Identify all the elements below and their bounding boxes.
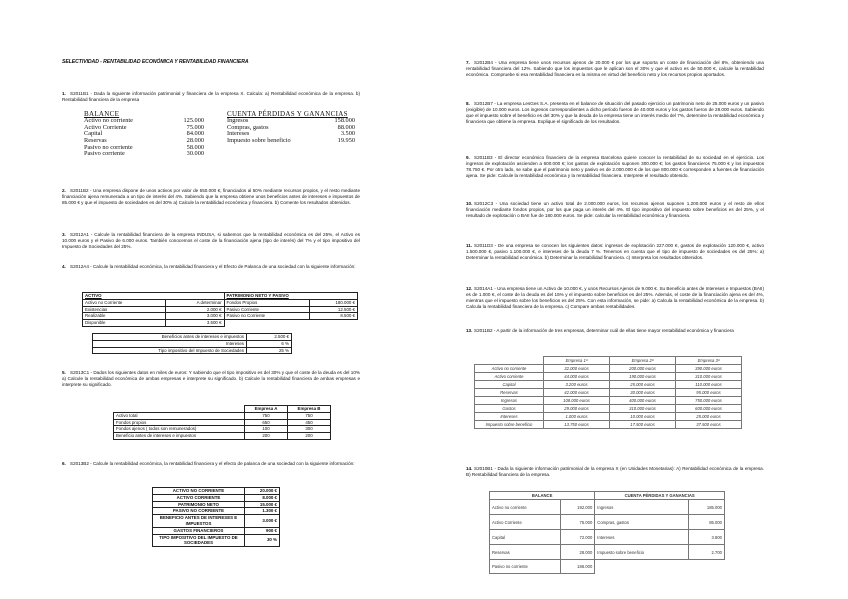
ex14-table: BALANCE CUENTA PÉRDIDAS Y GANANCIAS Activo no corriente 192.000 Ingresos 185.000 Activo Corriente 75.000 Compras, gastos 85.000 Capital 72.000 Intereses 3.800 Reservas 28.000 Impuesto sobre beneficio 2.700 Pasivo no corriente 186.000 <box>489 491 725 574</box>
ex1-balance-title: BALANCE <box>84 110 120 118</box>
table-row: Pasivo corriente 30.000 <box>84 150 204 158</box>
table-row: ACTIVO NO CORRIENTE 20.000 € <box>153 488 280 495</box>
table-row: Capital 72.000 Intereses 3.800 <box>490 530 725 545</box>
table-row: Realizable 3.000 € Pasivo no Corriente 8.500 € <box>83 313 358 320</box>
ex1-balance-table <box>84 112 204 158</box>
table-row: Beneficios antes de intereses e impuestos 2.500 € <box>93 334 292 341</box>
exercise-8: 8. S2012B7 - La empresa LesGes S.A. presenta en el balance de situación del pasado ejercicio un patrimonio neto de 25.000 euros y un pasivo (exigible) de 10.000 euros. Los ingresos correspondientes a dicho período fueron de 40.000 euros y los gastos fueron de 28.000 euros. Sabiendo que el impuesto sobre el beneficio es del 30% y que la deuda de la empresa tiene un interés medio del 7%, determine la rentabilidad económica y financiera que obtiene la empresa. Explique el significado de los resultados. <box>466 101 764 125</box>
table-row: Beneficio antes de intereses e impuestos 200 200 <box>114 433 331 440</box>
table-row: Activo total 750 750 <box>114 412 331 419</box>
ex1-results-table <box>227 112 355 145</box>
ex6-table <box>152 487 280 547</box>
table-row: Reservas 28.000 <box>84 136 204 144</box>
table-row: Activo no corriente 32.000 euros 200.000 euros 390.000 euros <box>475 365 742 373</box>
exercise-text: S2010B1 - Dada la siguiente información patrimonial de la empresa X (en Unidades Monetarias): A) Rentabilidad económica de la empresa. B) Rentabilidad financiera de la empresa. <box>466 466 764 478</box>
table-row: Gastos 29.000 euros 310.000 euros 600.000 euros <box>475 405 742 413</box>
exercise-13: 13. S2011B2 - A partir de la información de tres empresas, determinar cuál de ellas tiene mayor rentabilidad económica y financiera <box>466 328 734 333</box>
table-row: Reservas 42.000 euros 30.000 euros 95.000 euros <box>475 389 742 397</box>
exercise-1 <box>62 91 360 103</box>
table-row: PATRIMONIO NETO 15.000 € <box>153 501 280 508</box>
exercise-2: 2. S2011B2 - Una empresa dispone de unos activos por valor de 550.000 €, financiados al 50% mediante recursos propios, y el resto mediante financiación ajena remunerada a un tipo de interés del 4%. Sabiendo que la empresa obtiene unos beneficios antes de intereses e impuestos de 85.000 € y que el impuesto de sociedades es del 30% a) Calcule la rentabilidad económica y financiera. b) Comente los resultados obtenidos. <box>62 188 360 206</box>
page-header: SELECTIVIDAD - RENTABILIDAD ECONÓMICA Y RENTABILIDAD FINANCIERA <box>62 59 249 65</box>
table-row: Activo Corriente 75.000 Compras, gastos 85.000 <box>490 515 725 530</box>
table-row: Capital 3.200 euros 25.000 euros 110.000 euros <box>475 381 742 389</box>
table-row: Reservas 28.000 Impuesto sobre beneficio 2.700 <box>490 545 725 560</box>
exercise-text: S2012B4 - Una empresa tiene unos recursos ajenos de 20.000 € por los que soporta un coste de financiación del 8%, obteniendo una rentabilidad financiera del 12%. Sabiendo que los impuestos que le aplican son el 30% y que el activo es de 50.000 €, calcule la rentabilidad económica. Compruebe si esa rentabilidad financiera es la misma en virtud del beneficio neto y los recursos propios aportados. <box>466 60 764 78</box>
exercise-text: S2011B2 - Una empresa dispone de unos activos por valor de 550.000 €, financiados al 50% mediante recursos propios, y el resto mediante financiación ajena remunerada a un tipo de interés del 4%. Sabiendo que la empresa obtiene unos beneficios antes de intereses e impuestos de 85.000 € y que el impuesto de sociedades es del 30% a) Calcule la rentabilidad económica y financiera. b) Comente los resultados obtenidos. <box>62 188 360 206</box>
table-row: Capital 84.000 <box>84 130 204 138</box>
ex13-table: Empresa 1ª Empresa 2ª Empresa 3ª Activo no corriente 32.000 euros 200.000 euros 390.000 euros Activo corriente 44.000 euros 190.000 euros 310.000 euros Capital 3.200 euros 25.000 euros 110.000 euros Reservas 42.000 euros 30.000 euros 95.000 euros Ingresos 108.000 euros 400.000 euros 750.000 euros Gastos 29.000 euros 310.000 euros 600.000 euros Intereses 1.000 euros 10.000 euros 25.000 euros Impuesto sobre beneficio 13.750 euros 17.500 euros 37.500 euros <box>474 356 742 429</box>
exercise-5: 5. S2013C1 - Dados los siguientes datos en miles de euros: Y sabiendo que el tipo impositivo es del 30% y que el coste de la deuda es del 10% a) Calcule la rentabilidad económica de ambas empresas e interprete su significado. b) Calcule la rentabilidad financiera de ambas empresas e interprete su significado. <box>62 370 360 388</box>
exercise-text: S2013B2 - Calcule la rentabilidad económica, la rentabilidad financiera y el efecto de palanca de una sociedad con la siguiente información: <box>70 461 355 466</box>
table-row: Impuesto sobre beneficio 19.950 <box>227 136 355 144</box>
table-row: Fondos propios 650 450 <box>114 419 331 426</box>
exercise-11: 11. S2011D3 - De una empresa se conocen los siguientes datos: ingresos de explotación 227.000 €, gastos de explotación 120.000 €, activo 1.500.000 €, pasivo 1.100.000 €, e intereses de la deuda 7 %. Tenemos en cuenta que el tipo de impuesto de sociedades es del 25%: a) Determinar la rentabilidad económica. b) Determinar la rentabilidad financiera. c) Interpreta los resultados obtenidos. <box>466 243 764 261</box>
exercise-text: S2013C1 - Dados los siguientes datos en miles de euros: Y sabiendo que el tipo impositivo es del 30% y que el coste de la deuda es del 10% a) Calcule la rentabilidad económica de ambas empresas e interprete su significado. b) Calcule la rentabilidad financiera de ambas empresas e interprete su significado. <box>62 370 360 388</box>
ex4-table: ACTIVO PATRIMONIO NETO Y PASIVO Activo no Corriente A determinar Fondos Propios 180.000 € Existencias 2.000 € Pasivo Corriente 12.500 € Realizable 3.000 € Pasivo no Corriente 8.500 € Disponible 3.500 € <box>82 292 358 327</box>
exercise-text: S2014A1 - Una empresa tiene un Activo de 10.000 €, y unos Recursos Ajenos de 9.000 €. Su Beneficio antes de Intereses e Impuestos (BAII) es de 1.000 €, el coste de la deuda es del 15% y el impuesto sobre beneficios es del 25%. Además, el coste de la financiación ajena es del 4%, mientras que el impuesto sobre los beneficios es del 25%. Con esta información, se pide: a) Calcula la rentabilidad económica de la empresa. b) Calcula la rentabilidad financiera de la empresa. c) Compare ambas rentabilidades. <box>466 286 764 310</box>
exercise-text: S2011B3 - El director económico financiero de la empresa Barcelona quiere conocer la rentabilidad de su sociedad en el ejercicio. Los ingresos de explotación ascienden a 600.000 €; los gastos de explotación suponen 300.000 €; los gastos financieros 75.000 € y los impuestos 78.750 €. Por otro lado, se sabe que el patrimonio neto y pasivo es de 2.000.000 € de los que 800.000 € corresponden a fuentes de financiación ajena. Se pide: Calcule la rentabilidad económica y la rentabilidad financiera. Interprete el resultado obtenido. <box>466 155 764 179</box>
table-row: Intereses 6 % <box>93 340 292 347</box>
exercise-text: S2012B7 - La empresa LesGes S.A. presenta en el balance de situación del pasado ejercicio un patrimonio neto de 25.000 euros y un pasivo (exigible) de 10.000 euros. Los ingresos correspondientes a dicho período fueron de 40.000 euros y los gastos fueron de 28.000 euros. Sabiendo que el impuesto sobre el beneficio es del 30% y que la deuda de la empresa tiene un interés medio del 7%, determine la rentabilidad económica y financiera que obtiene la empresa. Explique el significado de los resultados. <box>466 101 764 125</box>
exercise-text: S2011B2 - A partir de la información de tres empresas, determinar cuál de ellas tiene mayor rentabilidad económica y financiera <box>474 328 734 333</box>
table-row: Compras, gastos 88.000 <box>227 123 355 131</box>
table-row: BENEFICIO ANTES DE INTERESES E IMPUESTOS 3.000 € <box>153 515 280 528</box>
exercise-text: S2011D3 - De una empresa se conocen los siguientes datos: ingresos de explotación 227.000 €, gastos de explotación 120.000 €, activo 1.500.000 €, pasivo 1.100.000 €, e intereses de la deuda 7 %. Tenemos en cuenta que el tipo de impuesto de sociedades es del 25%: a) Determinar la rentabilidad económica. b) Determinar la rentabilidad financiera. c) Interpreta los resultados obtenidos. <box>466 243 764 261</box>
table-row: Pasivo no corriente 186.000 <box>490 560 725 574</box>
table-row: Ingresos 158.000 <box>227 116 355 124</box>
exercise-14: 14. S2010B1 - Dada la siguiente información patrimonial de la empresa X (en Unidades Monetarias): A) Rentabilidad económica de la empresa. B) Rentabilidad financiera de la empresa. <box>466 466 764 478</box>
table-row: ACTIVO CORRIENTE 8.000 € <box>153 494 280 501</box>
exercise-3: 3. S2012A1 - Calcule la rentabilidad financiera de la empresa INDUSA, si sabemos que la rentabilidad económica es del 25%, el Activo es 10.000 euros y el Pasivo de 6.000 euros. También conocemos el coste de la financiación ajena (tipo de interés) del 7% y el tipo impositivo del Impuesto de Sociedades del 25%. <box>62 232 360 250</box>
exercise-4: 4. S2012A4 - Calcule la rentabilidad económica, la rentabilidad financiera y el Efecto de Palanca de una sociedad con la siguiente información: <box>62 264 356 269</box>
table-row: Ingresos 108.000 euros 400.000 euros 750.000 euros <box>475 397 742 405</box>
exercise-text: S2012C3 - Una sociedad tiene un activo total de 2.000.000 euros, los recursos ajenos suponen 1.200.000 euros y el resto de ellos financiación mediante fondos propios, por los que paga un interés del 4%. El tipo impositivo del impuesto sobre beneficios es del 25%, y el resultado de explotación o BAII fue de 180.000 euros. Se pide: calcular la rentabilidad económica y financiera. <box>466 201 764 219</box>
ex4-extra-table <box>92 333 292 354</box>
table-row: Existencias 2.000 € Pasivo Corriente 12.500 € <box>83 306 358 313</box>
table-row: Disponible 3.500 € <box>83 320 358 327</box>
exercise-text: S2011B1 - Dada la siguiente información patrimonial y financiera de la empresa X. Calcula: a) Rentabilidad económica de la empresa. b) Rentabilidad financiera de la empresa <box>62 91 360 103</box>
exercise-9: 9. S2011B3 - El director económico financiero de la empresa Barcelona quiere conocer la rentabilidad de su sociedad en el ejercicio. Los ingresos de explotación ascienden a 600.000 €; los gastos de explotación suponen 300.000 €; los gastos financieros 75.000 € y los impuestos 78.750 €. Por otro lado, se sabe que el patrimonio neto y pasivo es de 2.000.000 € de los que 800.000 € corresponden a fuentes de financiación ajena. Se pide: Calcule la rentabilidad económica y la rentabilidad financiera. Interprete el resultado obtenido. <box>466 155 764 179</box>
table-row: GASTOS FINANCIEROS 900 € <box>153 527 280 534</box>
table-row: Activo corriente 44.000 euros 190.000 euros 310.000 euros <box>475 373 742 381</box>
ex1-results-title: CUENTA PÉRDIDAS Y GANANCIAS <box>227 110 348 118</box>
table-row: PASIVO NO CORRIENTE 1.300 € <box>153 508 280 515</box>
exercise-text: S2012A4 - Calcule la rentabilidad económica, la rentabilidad financiera y el Efecto de Palanca de una sociedad con la siguiente información: <box>70 264 356 269</box>
table-row: Impuesto sobre beneficio 13.750 euros 17.500 euros 37.500 euros <box>475 421 742 429</box>
table-row: TIPO IMPOSITIVO DEL IMPUESTO DE SOCIEDADES 30 % <box>153 534 280 547</box>
table-row: Activo no corriente 125.000 <box>84 116 204 124</box>
table-row: Intereses 1.000 euros 10.000 euros 25.000 euros <box>475 413 742 421</box>
table-row: Fondos ajenos ( todos son remunerados) 100 300 <box>114 426 331 433</box>
table-row: Pasivo no corriente 58.000 <box>84 143 204 151</box>
exercise-7: 7. S2012B4 - Una empresa tiene unos recursos ajenos de 20.000 € por los que soporta un coste de financiación del 8%, obteniendo una rentabilidad financiera del 12%. Sabiendo que los impuestos que le aplican son el 30% y que el activo es de 50.000 €, calcule la rentabilidad económica. Compruebe si esa rentabilidad financiera es la misma en virtud del beneficio neto y los recursos propios aportados. <box>466 60 764 78</box>
right-page <box>424 0 848 599</box>
exercise-6: 6. S2013B2 - Calcule la rentabilidad económica, la rentabilidad financiera y el efecto de palanca de una sociedad con la siguiente información: <box>62 461 355 466</box>
exercise-text: S2012A1 - Calcule la rentabilidad financiera de la empresa INDUSA, si sabemos que la rentabilidad económica es del 25%, el Activo es 10.000 euros y el Pasivo de 6.000 euros. También conocemos el coste de la financiación ajena (tipo de interés) del 7% y el tipo impositivo del Impuesto de Sociedades del 25%. <box>62 232 360 250</box>
table-row: Tipo impositivo del Impuesto de Sociedades 25 % <box>93 347 292 354</box>
table-row: Activo no Corriente A determinar Fondos Propios 180.000 € <box>83 299 358 306</box>
table-row: Intereses 3.500 <box>227 130 355 138</box>
ex5-table: Empresa A Empresa B Activo total 750 750 Fondos propios 650 450 Fondos ajenos ( todos son remunerados) 100 300 Beneficio antes de intereses e impuestos 200 200 <box>113 405 331 440</box>
table-row: Activo Corriente 75.000 <box>84 123 204 131</box>
exercise-number: 1. <box>62 91 66 96</box>
exercise-10: 10. S2012C3 - Una sociedad tiene un activo total de 2.000.000 euros, los recursos ajenos suponen 1.200.000 euros y el resto de ellos financiación mediante fondos propios, por los que paga un interés del 4%. El tipo impositivo del impuesto sobre beneficios es del 25%, y el resultado de explotación o BAII fue de 180.000 euros. Se pide: calcular la rentabilidad económica y financiera. <box>466 201 764 219</box>
table-row: Activo no corriente 192.000 Ingresos 185.000 <box>490 500 725 515</box>
exercise-12: 12. S2014A1 - Una empresa tiene un Activo de 10.000 €, y unos Recursos Ajenos de 9.000 €. Su Beneficio antes de Intereses e Impuestos (BAII) es de 1.000 €, el coste de la deuda es del 15% y el impuesto sobre beneficios es del 25%. Además, el coste de la financiación ajena es del 4%, mientras que el impuesto sobre los beneficios es del 25%. Con esta información, se pide: a) Calcula la rentabilidad económica de la empresa. b) Calcula la rentabilidad financiera de la empresa. c) Compare ambas rentabilidades. <box>466 286 764 310</box>
